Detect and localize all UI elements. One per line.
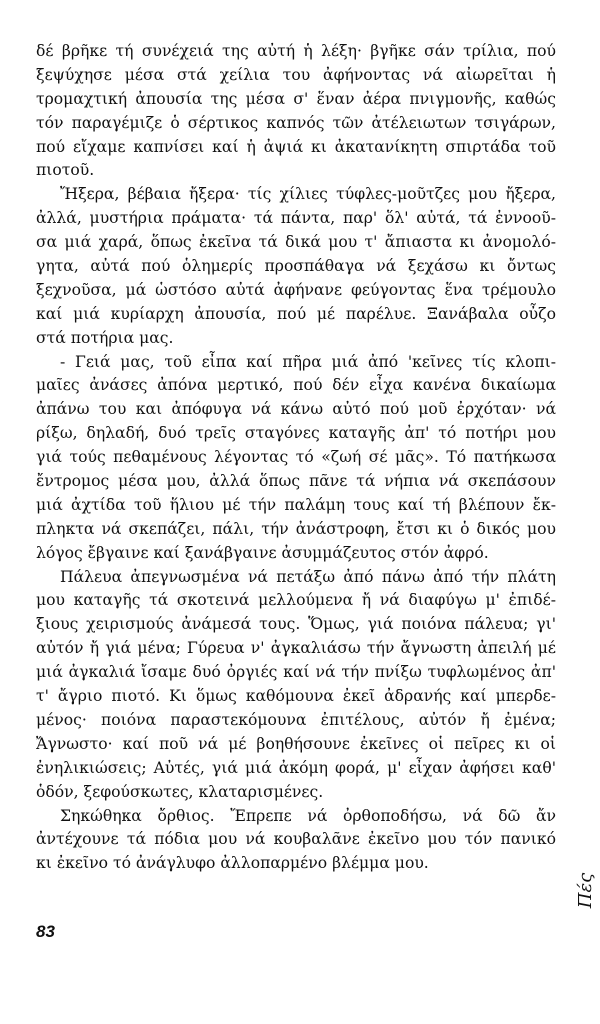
- text-line: Σηκώθηκα ὄρθιος. Ἔπρεπε νά ὀρθοποδήσω, νά δῶ ἄν: [60, 806, 556, 825]
- text-line: Ἤξερα, βέβαια ἤξερα· τίς χίλιες τύφλες-μοῦτζες μου ἤξερα,: [60, 185, 556, 204]
- text-line: ἀντέχουνε τά πόδια μου νά κουβαλᾶνε ἐκεῖνο μου τόν πανικό: [36, 830, 556, 849]
- text-line: ξεχνοῦσα, μά ὡστόσο αὐτά ἀφήνανε φεύγοντας ἕνα τρέμουλο: [36, 280, 556, 299]
- text-line: - Γειά μας, τοῦ εἶπα καί πῆρα μιά ἀπό 'κεῖνες τίς κλοπι-: [60, 352, 556, 371]
- text-line: κι ἐκεῖνο τό ἀνάγλυφο ἀλλοπαρμένο βλέμμα μου.: [36, 854, 429, 873]
- text-line: στά ποτήρια μας.: [36, 328, 174, 347]
- text-line: ξιους χειρισμούς ἀνάμεσά τους. Ὅμως, γιά ποιόνα πάλευα; γι': [36, 615, 556, 634]
- text-line: μου καταγῆς τά σκοτεινά μελλούμενα ἤ νά διαφύγω μ' ἐπιδέ-: [36, 591, 556, 610]
- text-line: μένος· ποιόνα παραστεκόμουνα ἐπιτέλους, αὐτόν ἤ ἐμένα;: [36, 710, 556, 729]
- text-line: ὁδόν, ξεφούσκωτες, κλαταρισμένες.: [36, 782, 324, 801]
- text-line: Πάλευα ἀπεγνωσμένα νά πετάξω ἀπό πάνω ἀπό τήν πλάτη: [60, 567, 556, 586]
- text-line: πληκτα νά σκεπάζει, πάλι, τήν ἀνάστροφη, ἔτσι κι ὁ δικός μου: [36, 519, 556, 538]
- text-line: μιά ἀγκαλιά ἴσαμε δυό ὀργιές καί νά τήν πνίξω τυφλωμένος ἀπ': [36, 663, 556, 682]
- text-line: τρομαχτική ἀπουσία της μέσα σ' ἕναν ἀέρα πνιγμονῆς, καθώς: [36, 89, 556, 108]
- text-line: γητα, αὐτά πού ὁλημερίς προσπάθαγα νά ξεχάσω κι ὄντως: [36, 257, 556, 276]
- text-line: δέ βρῆκε τή συνέχειά της αὐτή ἡ λέξη· βγῆκε σάν τρίλια, πού: [36, 42, 556, 60]
- text-line: Ἄγνωστο· καί ποῦ νά μέ βοηθήσουνε ἐκεῖνες οἱ πεῖρες κι οἱ: [36, 734, 556, 753]
- text-line: μιά ἀχτίδα τοῦ ἥλιου μέ τήν παλάμη τους καί τή βλέπουν ἔκ-: [36, 495, 556, 514]
- page-number: 83: [36, 922, 55, 941]
- text-line: μαῖες ἀνάσες ἀπόνα μερτικό, πού δέν εἶχα κανένα δικαίωμα: [36, 376, 556, 395]
- text-line: καί μιά κυρίαρχη ἀπουσία, πού μέ παρέλυε. Ξανάβαλα οὖζο: [36, 304, 556, 323]
- text-line: τόν παραγέμιζε ὁ σέρτικος καπνός τῶν ἀτέλειωτων τσιγάρων,: [36, 113, 556, 132]
- text-line: σα μιά χαρά, ὅπως ἐκεῖνα τά δικά μου τ' ἄπιαστα κι ἀνομολό-: [36, 233, 556, 252]
- text-line: πιοτοῦ.: [36, 161, 95, 180]
- text-line: αὐτόν ἤ γιά μένα; Γύρευα ν' ἀγκαλιάσω τήν ἄγνωστη ἀπειλή μέ: [36, 639, 556, 658]
- text-line: ρίξω, δηλαδή, δυό τρεῖς σταγόνες καταγῆς ἀπ' τό ποτήρι μου: [36, 424, 556, 443]
- text-line: ἀλλά, μυστήρια πράματα· τά πάντα, παρ' ὅλ' αὐτά, τά ἐννοοῦ-: [36, 209, 556, 228]
- running-head: Πές: [575, 872, 597, 909]
- text-line: ἐνηλικιώσεις; Αὐτές, γιά μιά ἀκόμη φορά, μ' εἶχαν ἀφήσει καθ': [36, 758, 556, 777]
- text-line: ξεψύχησε μέσα στά χείλια του ἀφήνοντας νά αἰωρεῖται ἡ: [36, 65, 556, 84]
- text-line: πού εἴχαμε καπνίσει καί ἡ ἀψιά κι ἀκατανίκητη σπιρτάδα τοῦ: [36, 137, 556, 156]
- text-line: τ' ἄγριο πιοτό. Κι ὅμως καθόμουνα ἐκεῖ ἀδρανής καί μπερδε-: [36, 687, 556, 706]
- text-line: λόγος ἔβγαινε καί ξανάβγαινε ἀσυμμάζευτος στόν ἀφρό.: [36, 543, 489, 562]
- text-line: γιά τούς πεθαμένους λέγοντας τό «ζωή σέ μᾶς». Τό πατήκωσα: [36, 448, 556, 467]
- body-text: [36, 40, 556, 876]
- text-line: ἔντρομος μέσα μου, ἀλλά ὅπως πᾶνε τά νήπια νά σκεπάσουν: [36, 472, 556, 491]
- text-line: ἀπάνω του και ἀπόφυγα νά κάνω αὐτό πού μοῦ ἐρχόταν· νά: [36, 400, 556, 419]
